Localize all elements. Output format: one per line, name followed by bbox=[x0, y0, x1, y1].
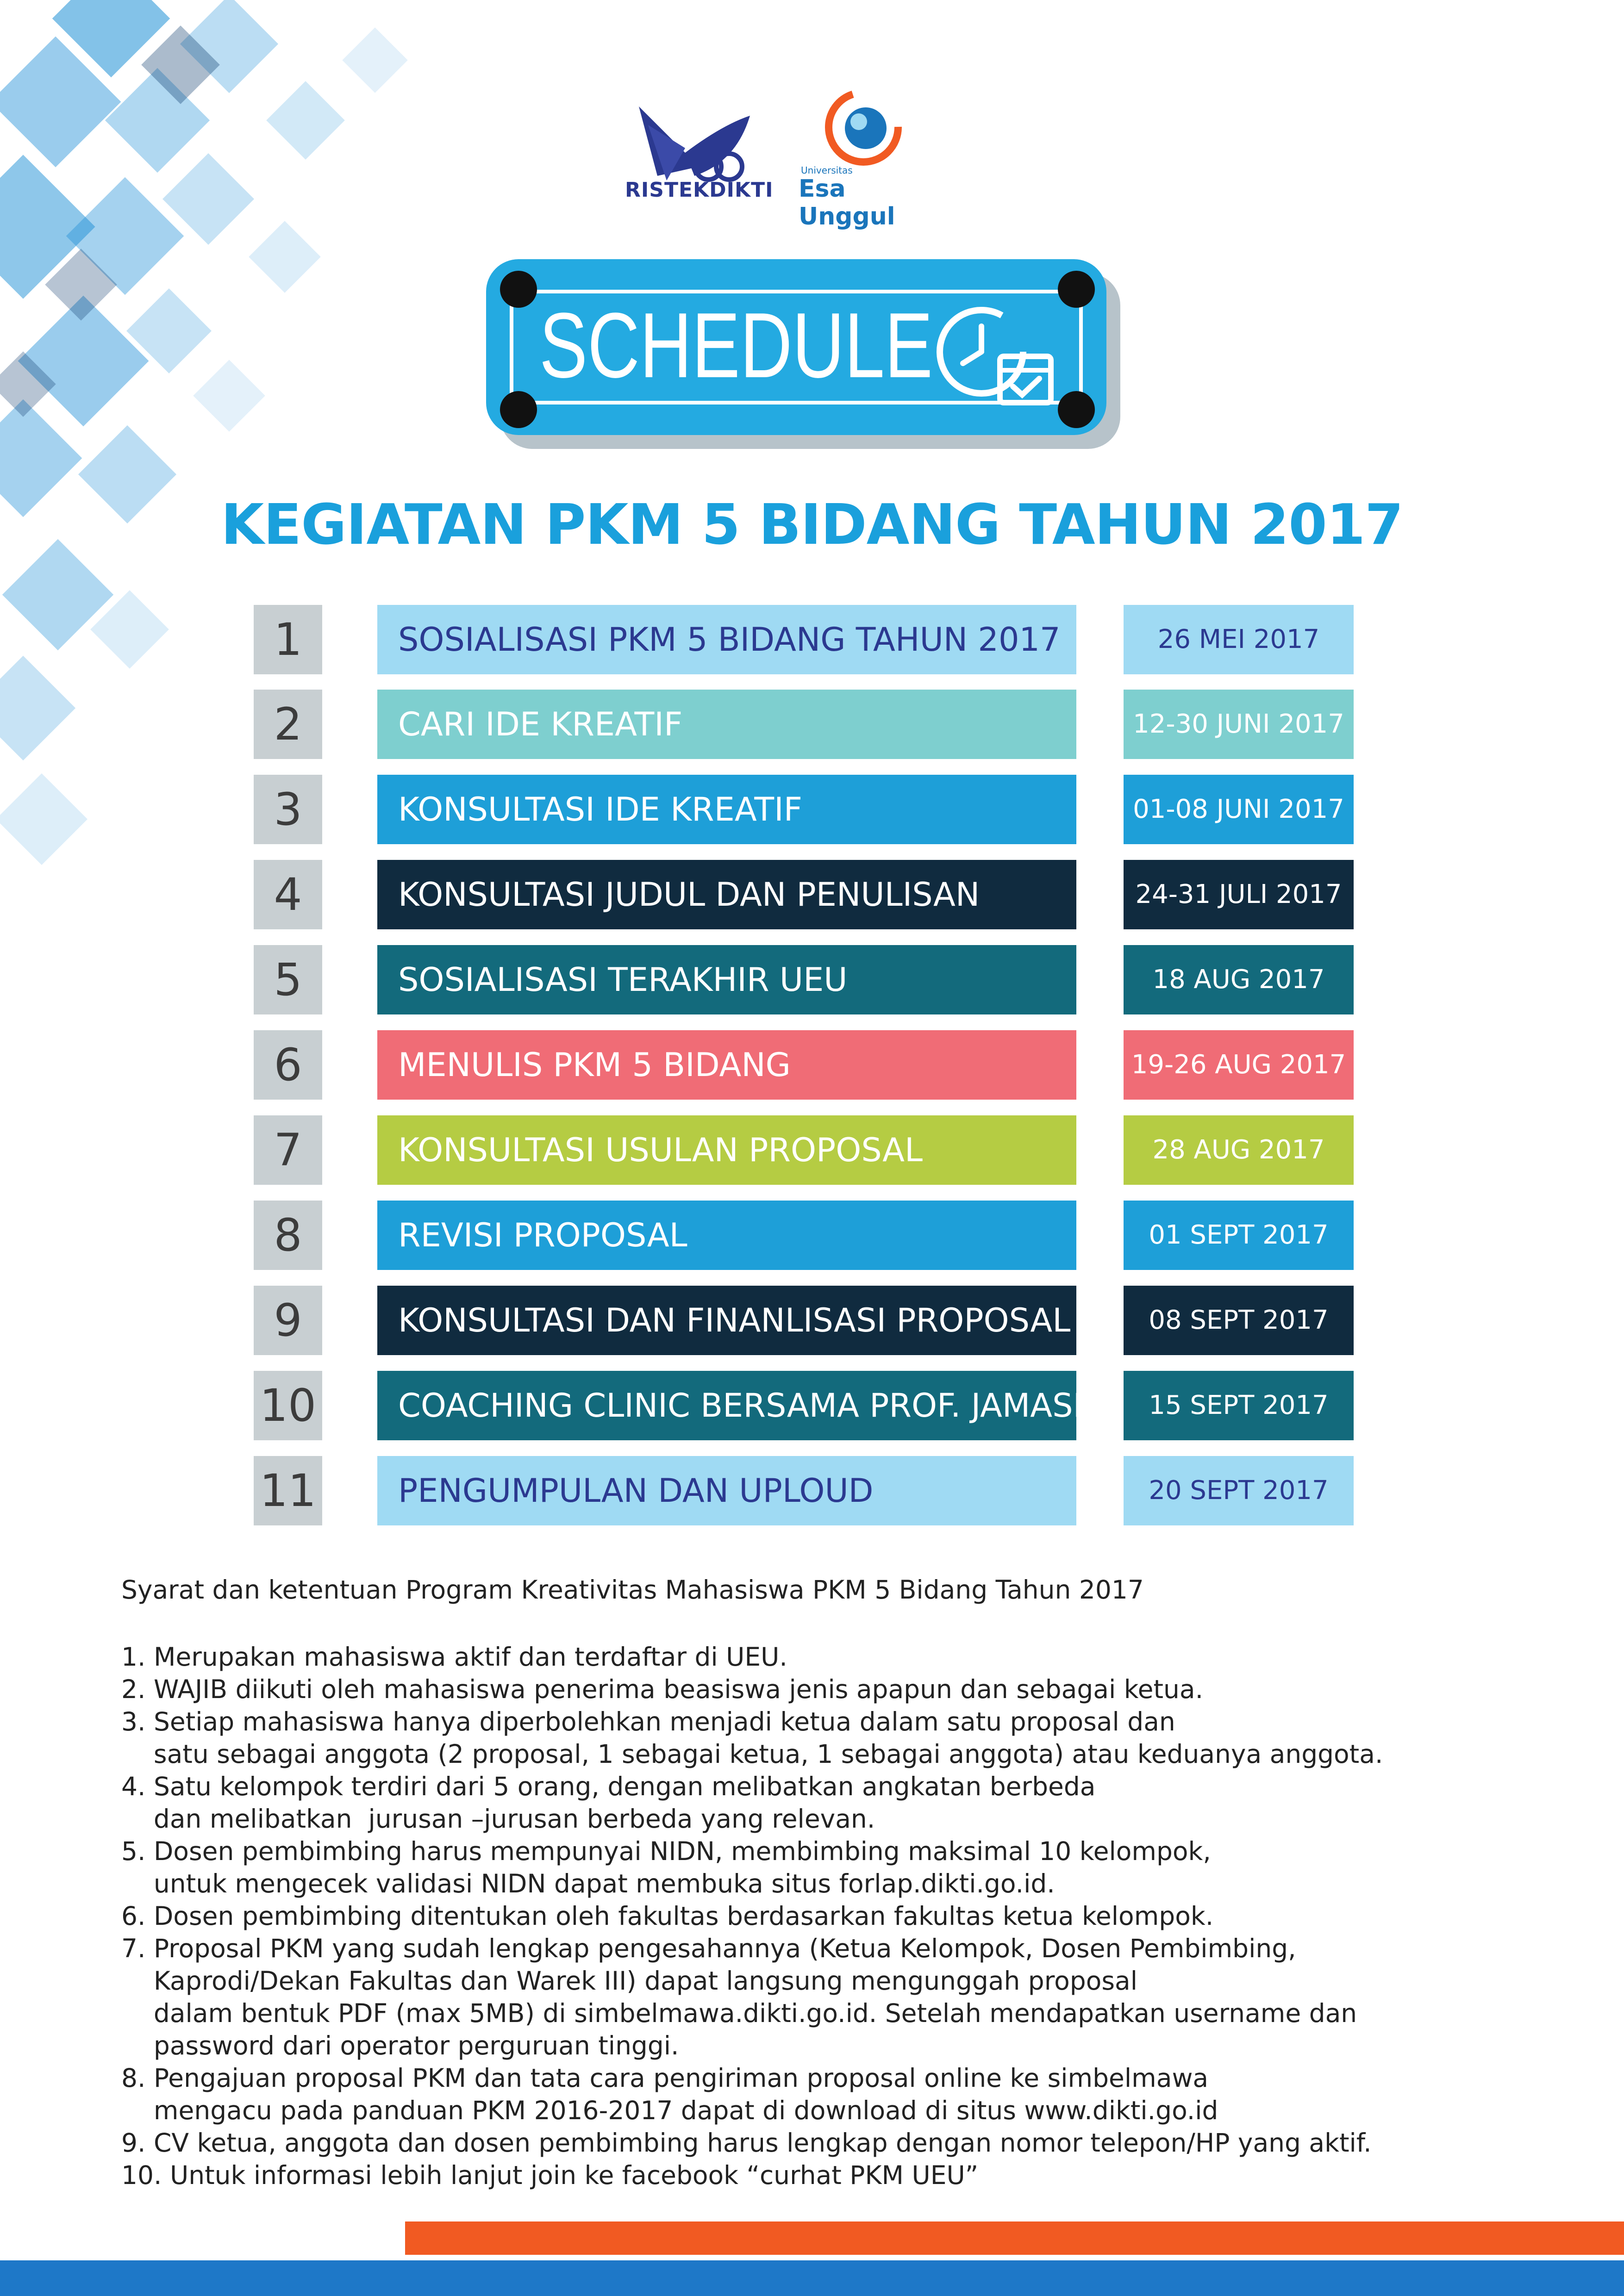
activity-date: 01-08 JUNI 2017 bbox=[1124, 775, 1354, 844]
schedule-row bbox=[0, 1201, 1624, 1270]
terms-item: dalam bentuk PDF (max 5MB) di simbelmawa.dikti.go.id. Setelah mendapatkan username dan bbox=[121, 1998, 1357, 2028]
activity-date: 19-26 AUG 2017 bbox=[1124, 1030, 1354, 1100]
terms-item: 7. Proposal PKM yang sudah lengkap pengesahannya (Ketua Kelompok, Dosen Pembimbing, bbox=[121, 1934, 1296, 1963]
terms-item: 4. Satu kelompok terdiri dari 5 orang, dengan melibatkan angkatan berbeda bbox=[121, 1772, 1096, 1801]
schedule-row bbox=[0, 605, 1624, 674]
activity-date: 15 SEPT 2017 bbox=[1124, 1371, 1354, 1440]
activity-date: 01 SEPT 2017 bbox=[1124, 1201, 1354, 1270]
schedule-row bbox=[0, 1371, 1624, 1440]
activity-label: COACHING CLINIC BERSAMA PROF. JAMASRI bbox=[377, 1371, 1076, 1440]
footer-bar bbox=[0, 2260, 1624, 2296]
row-number: 5 bbox=[254, 945, 322, 1014]
activity-label: CARI IDE KREATIF bbox=[377, 690, 1076, 759]
activity-label: SOSIALISASI PKM 5 BIDANG TAHUN 2017 bbox=[377, 605, 1076, 674]
terms-item: Kaprodi/Dekan Fakultas dan Warek III) dapat langsung mengunggah proposal bbox=[121, 1966, 1137, 1996]
schedule-row bbox=[0, 1286, 1624, 1355]
row-number: 4 bbox=[254, 860, 322, 929]
row-number: 8 bbox=[254, 1201, 322, 1270]
footer-accent-bar bbox=[405, 2221, 1624, 2255]
schedule-row bbox=[0, 860, 1624, 929]
terms-item: satu sebagai anggota (2 proposal, 1 sebagai ketua, 1 sebagai anggota) atau keduanya anggota. bbox=[121, 1739, 1383, 1769]
activity-date: 08 SEPT 2017 bbox=[1124, 1286, 1354, 1355]
row-number: 11 bbox=[254, 1456, 322, 1525]
row-number: 9 bbox=[254, 1286, 322, 1355]
activity-date: 24-31 JULI 2017 bbox=[1124, 860, 1354, 929]
activity-date: 12-30 JUNI 2017 bbox=[1124, 690, 1354, 759]
terms-item: 2. WAJIB diikuti oleh mahasiswa penerima beasiswa jenis apapun dan sebagai ketua. bbox=[121, 1674, 1204, 1704]
schedule-row bbox=[0, 1115, 1624, 1185]
terms-intro: Syarat dan ketentuan Program Kreativitas Mahasiswa PKM 5 Bidang Tahun 2017 bbox=[121, 1575, 1144, 1605]
terms-item: 8. Pengajuan proposal PKM dan tata cara pengiriman proposal online ke simbelmawa bbox=[121, 2063, 1209, 2093]
terms-item: 10. Untuk informasi lebih lanjut join ke facebook “curhat PKM UEU” bbox=[121, 2160, 979, 2190]
schedule-row bbox=[0, 1456, 1624, 1525]
activity-label: SOSIALISASI TERAKHIR UEU bbox=[377, 945, 1076, 1014]
schedule-row bbox=[0, 945, 1624, 1014]
clock-calendar-icon bbox=[931, 301, 1069, 417]
row-number: 1 bbox=[254, 605, 322, 674]
terms-item: dan melibatkan jurusan –jurusan berbeda yang relevan. bbox=[121, 1804, 875, 1834]
activity-label: KONSULTASI USULAN PROPOSAL bbox=[377, 1115, 1076, 1185]
terms-item: 6. Dosen pembimbing ditentukan oleh fakultas berdasarkan fakultas ketua kelompok. bbox=[121, 1901, 1214, 1931]
activity-label: REVISI PROPOSAL bbox=[377, 1201, 1076, 1270]
esa-unggul-wordmark: Esa Unggul bbox=[799, 175, 895, 230]
activity-date: 26 MEI 2017 bbox=[1124, 605, 1354, 674]
schedule-row bbox=[0, 775, 1624, 844]
activity-label: KONSULTASI IDE KREATIF bbox=[377, 775, 1076, 844]
activity-label: KONSULTASI JUDUL DAN PENULISAN bbox=[377, 860, 1076, 929]
terms-item: 9. CV ketua, anggota dan dosen pembimbing harus lengkap dengan nomor telepon/HP yang aktif. bbox=[121, 2128, 1372, 2158]
ristekdikti-wordmark: RISTEKDIKTI bbox=[625, 178, 774, 202]
terms-item: 1. Merupakan mahasiswa aktif dan terdaftar di UEU. bbox=[121, 1642, 787, 1672]
terms-item: password dari operator perguruan tinggi. bbox=[121, 2031, 679, 2060]
terms-section bbox=[121, 1574, 1580, 2191]
terms-item: 5. Dosen pembimbing harus mempunyai NIDN, membimbing maksimal 10 kelompok, bbox=[121, 1836, 1211, 1866]
terms-item: 3. Setiap mahasiswa hanya diperbolehkan menjadi ketua dalam satu proposal dan bbox=[121, 1707, 1175, 1736]
activity-label: KONSULTASI DAN FINANLISASI PROPOSAL bbox=[377, 1286, 1076, 1355]
schedule-label: SCHEDULE bbox=[539, 294, 933, 397]
esa-unggul-universitas-label: Universitas bbox=[801, 165, 853, 176]
activity-date: 18 AUG 2017 bbox=[1124, 945, 1354, 1014]
activity-label: MENULIS PKM 5 BIDANG bbox=[377, 1030, 1076, 1100]
row-number: 6 bbox=[254, 1030, 322, 1100]
page-title: KEGIATAN PKM 5 BIDANG TAHUN 2017 bbox=[221, 493, 1403, 557]
esa-unggul-logo bbox=[803, 76, 924, 178]
schedule-row bbox=[0, 1030, 1624, 1100]
terms-item: mengacu pada panduan PKM 2016-2017 dapat di download di situs www.dikti.go.id bbox=[121, 2096, 1218, 2125]
activity-date: 28 AUG 2017 bbox=[1124, 1115, 1354, 1185]
activity-date: 20 SEPT 2017 bbox=[1124, 1456, 1354, 1525]
row-number: 3 bbox=[254, 775, 322, 844]
activity-label: PENGUMPULAN DAN UPLOUD bbox=[377, 1456, 1076, 1525]
schedule-row bbox=[0, 690, 1624, 759]
row-number: 2 bbox=[254, 690, 322, 759]
terms-item: untuk mengecek validasi NIDN dapat membuka situs forlap.dikti.go.id. bbox=[121, 1869, 1055, 1898]
row-number: 7 bbox=[254, 1115, 322, 1185]
row-number: 10 bbox=[254, 1371, 322, 1440]
